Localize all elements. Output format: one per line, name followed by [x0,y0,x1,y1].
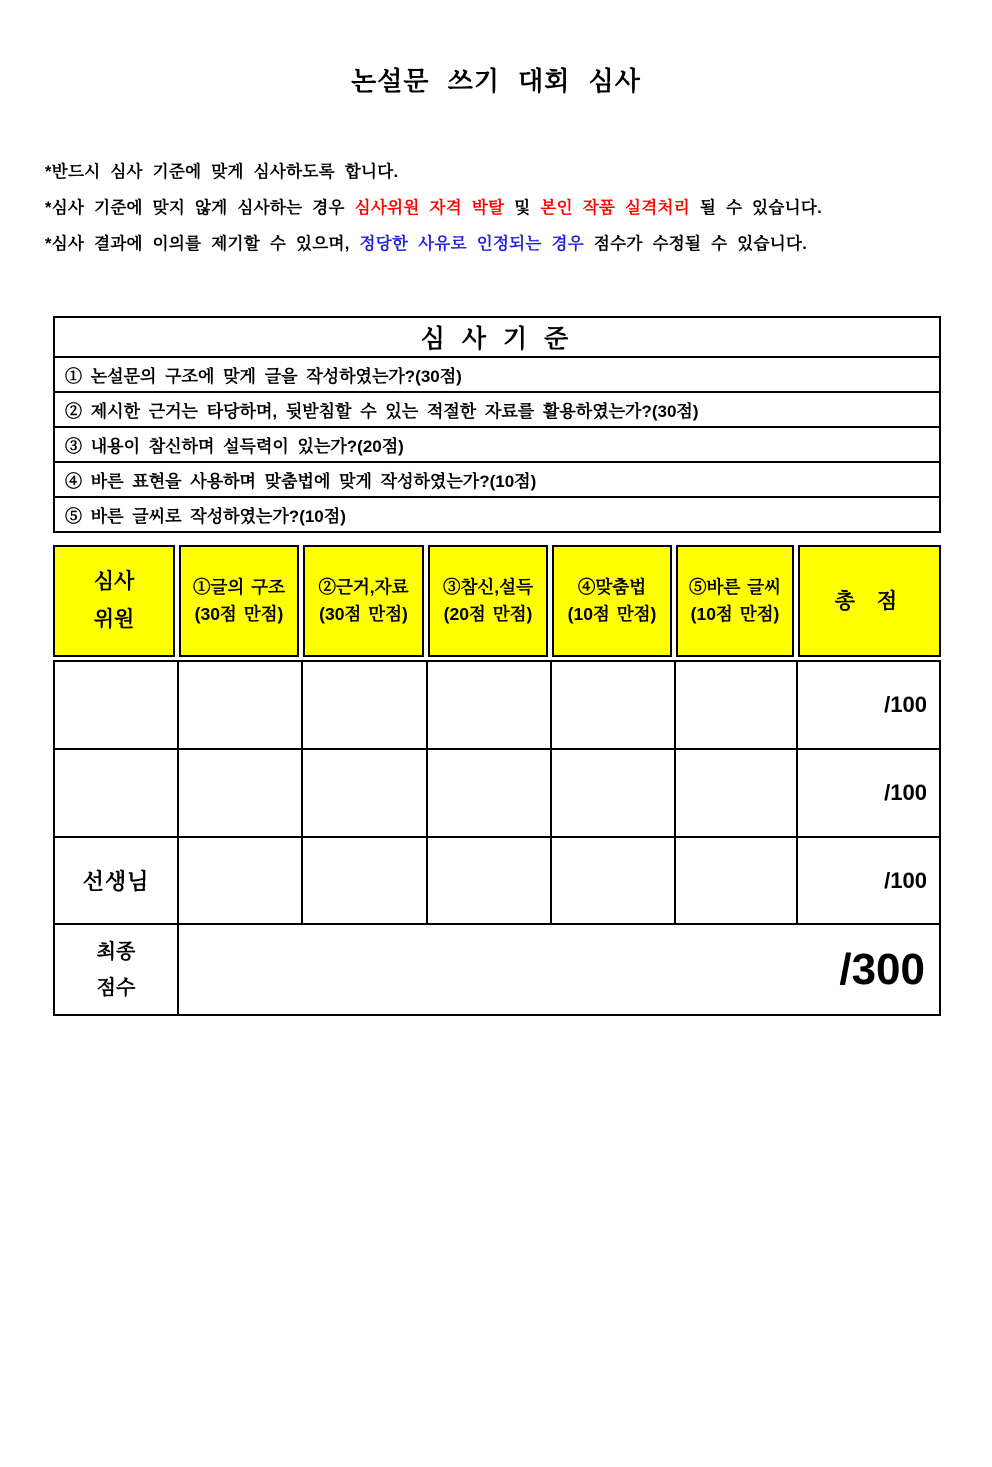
score-cell [177,748,301,836]
judge-name-cell-teacher: 선생님 [53,836,177,923]
score-table [53,545,941,1016]
header-line: (30점 만점) [319,604,408,624]
final-label-line: 점수 [96,976,136,999]
final-label-line: 최종 [96,940,136,963]
header-line: ①글의 구조 [193,577,285,597]
judge-name-cell [53,748,177,836]
header-line: (30점 만점) [194,604,284,624]
score-cell [301,660,426,748]
score-cell [550,660,674,748]
score-header-spelling [550,545,674,660]
header-line: ②근거,자료 [318,577,409,597]
note-text-red: 본인 작품 실격처리 [540,199,691,217]
total-score-cell: /100 [796,660,941,748]
header-line: ③참신,설득 [443,577,533,597]
header-line: ④맞춤법 [577,577,647,597]
score-header-originality [426,545,550,660]
header-line: (20점 만점) [443,604,533,624]
score-header-handwriting [674,545,796,660]
score-cell [674,748,796,836]
note-line-2 [45,190,992,226]
header-line: 위원 [93,608,135,631]
note-text: *반드시 심사 기준에 맞게 심사하도록 합니다. [45,163,399,181]
note-text-red: 심사위원 자격 박탈 [354,199,505,217]
note-line-1 [45,154,992,190]
score-cell [426,836,550,923]
page-title: 논설문 쓰기 대회 심사 [351,66,641,96]
score-cell [301,836,426,923]
total-score-cell: /100 [796,836,941,923]
criteria-table [53,316,941,533]
final-score-label [53,923,177,1016]
note-text: *심사 기준에 맞지 않게 심사하는 경우 [45,199,355,217]
total-score-cell: /100 [796,748,941,836]
score-cell [426,748,550,836]
header-line: ⑤바른 글씨 [689,577,781,597]
judge-name-cell [53,660,177,748]
header-line: 심사 [93,570,135,593]
score-cell [550,836,674,923]
note-text: 및 [504,199,541,217]
note-line-3 [45,226,992,262]
final-score-value: /300 [177,923,941,1016]
score-cell [674,660,796,748]
note-text: *심사 결과에 이의를 제기할 수 있으며, [45,235,360,253]
criteria-item-4: ④ 바른 표현을 사용하며 맞춤법에 맞게 작성하였는가?(10점) [54,462,940,497]
header-line: (10점 만점) [690,604,780,624]
criteria-item-2: ② 제시한 근거는 타당하며, 뒷받침할 수 있는 적절한 자료를 활용하였는가?(30점) [54,392,940,427]
criteria-item-3: ③ 내용이 참신하며 설득력이 있는가?(20점) [54,427,940,462]
criteria-item-1: ① 논설문의 구조에 맞게 글을 작성하였는가?(30점) [54,357,940,392]
header-line: 총 점 [834,589,905,613]
score-cell [550,748,674,836]
score-header-structure [177,545,301,660]
note-text: 될 수 있습니다. [690,199,822,217]
score-header-total [796,545,941,660]
note-text: 점수가 수정될 수 있습니다. [584,235,808,253]
score-cell [301,748,426,836]
score-cell [426,660,550,748]
header-line: (10점 만점) [567,604,657,624]
score-cell [177,836,301,923]
criteria-header: 심 사 기 준 [54,317,940,357]
score-cell [177,660,301,748]
criteria-item-5: ⑤ 바른 글씨로 작성하였는가?(10점) [54,497,940,532]
notes-section [45,154,992,262]
score-cell [674,836,796,923]
score-header-judge [53,545,177,660]
score-header-evidence [301,545,426,660]
note-text-blue: 정당한 사유로 인정되는 경우 [359,235,585,253]
